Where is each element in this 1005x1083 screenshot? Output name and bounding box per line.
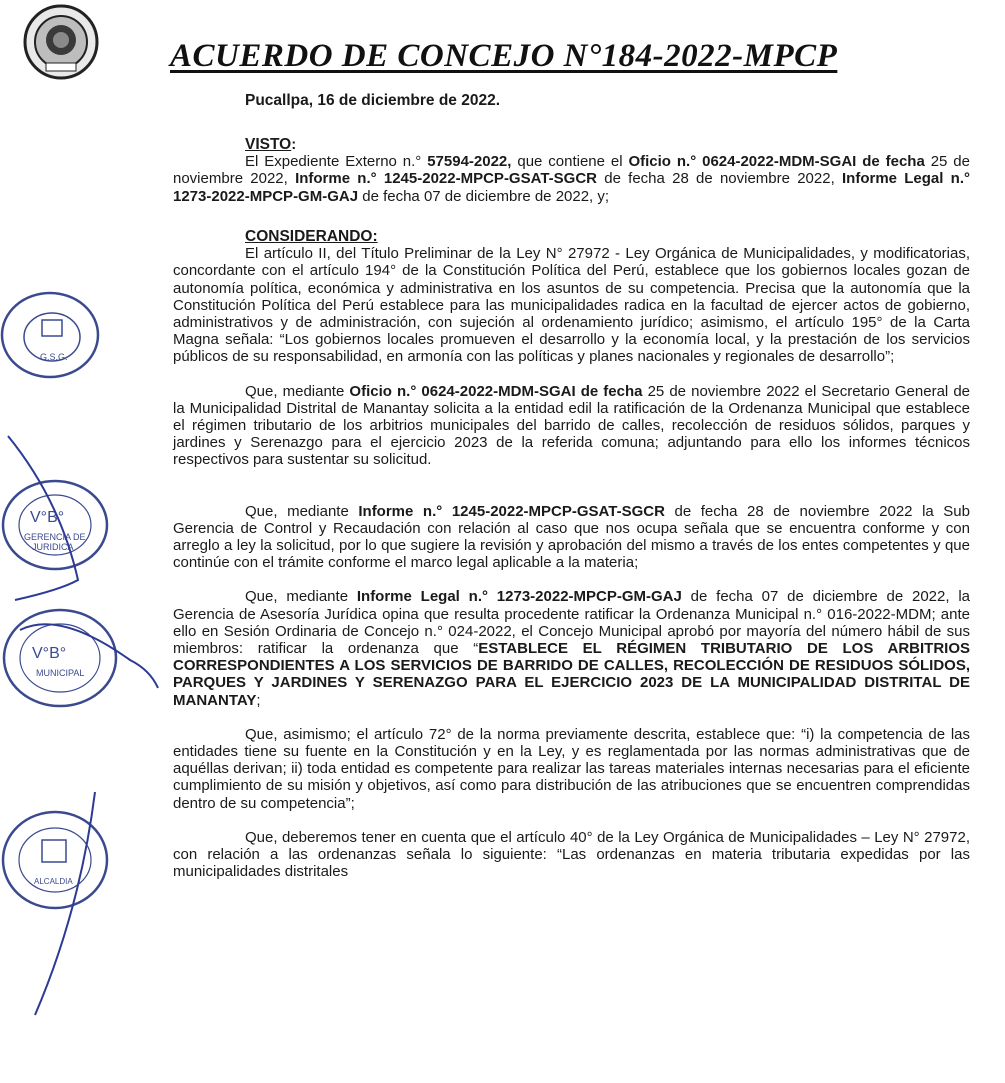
svg-text:JURIDICA: JURIDICA (32, 542, 74, 552)
considerando-paragraph-2: Que, mediante Oficio n.° 0624-2022-MDM-SGAI de fecha 25 de noviembre 2022 el Secretario General de la Municipalidad Distrital de Manantay solicita a la entidad edil la ratificación de la Ordenanza Municipal que establece el régimen tributario de los arbitrios municipales del barrido de calles, recolección de residuos sólidos, parques y jardines y Serenazgo para el ejercicio 2023 de la referida comuna; adjuntando para ello los informes técnicos respectivos para sustentar su solicitud. (173, 382, 971, 469)
considerando-paragraph-1: El artículo II, del Título Preliminar de la Ley N° 27972 - Ley Orgánica de Municipalidades, y modificatorias, concordante con el artículo 194° de la Constitución Política del Perú, establece que los gobiernos locales gozan de autonomía política, económica y administrativa en los asuntos de su competencia. Precisa que la autonomía que la Constitución Política del Perú establece para las municipalidades radica en la facultad de ejercer actos de gobierno, administrativos y de administración, con sujeción al ordenamiento jurídico; asimismo, el artículo 195° de la Carta Magna señala: “Los gobiernos locales promueven el desarrollo y la economía local, y la prestación de los servicios públicos de su responsabilidad, en armonía con las políticas y planes nacionales y regionales de desarrollo”; (173, 245, 970, 366)
svg-text:ALCALDIA: ALCALDIA (34, 877, 73, 886)
date-line: Pucallpa, 16 de diciembre de 2022. (245, 92, 501, 109)
stamp-gerencia-municipal (0, 600, 160, 710)
svg-text:V°B°: V°B° (32, 645, 67, 662)
visto-section: VISTO: El Expediente Externo n.° 57594-2022, que contiene el Oficio n.° 0624-2022-MDM-SGAI de fecha 25 de noviembre 2022, Informe n.° 1245-2022-MPCP-GSAT-SGCR de fecha 28 de noviembre 2022, Informe Legal n.° 1273-2022-MPCP-GM-GAJ de fecha 07 de diciembre de 2022, y; (173, 136, 970, 205)
svg-text:V°B°: V°B° (30, 509, 65, 526)
considerando-paragraph-5: Que, asimismo; el artículo 72° de la norma previamente descrita, establece que: “i) la competencia de las entidades tiene su fuente en la Constitución y en la Ley, y es reglamentada por las normas administrativas que de aquéllas derivan; ii) toda entidad es competente para realizar las tareas materiales internas necesarias para el eficiente cumplimiento de su misión y objetivos, así como para distribución de las atribuciones que se encuentren comprendidas dentro de su competencia”; (173, 725, 970, 812)
considerando-heading: CONSIDERANDO: (245, 228, 378, 245)
document-title: ACUERDO DE CONCEJO N°184-2022-MPCP (170, 38, 838, 74)
considerando-paragraph-6: Que, deberemos tener en cuenta que el artículo 40° de la Ley Orgánica de Municipalidades – Ley N° 27972, con relación a las ordenanzas señala lo siguiente: “Las ordenanzas en materia tributaria expedidas por las municipalidades distritales (173, 828, 970, 881)
municipal-logo (22, 2, 100, 82)
considerando-paragraph-3: Que, mediante Informe n.° 1245-2022-MPCP-GSAT-SGCR de fecha 28 de noviembre 2022 la Sub Gerencia de Control y Recaudación con relación al caso que nos ocupa señala que se encuentra conforme y con arreglo a ley la solicitud, por lo que sugiere la revisión y aprobación del mismo a través de los entes competentes y que continúe con el trámite conforme el marco legal aplicable a la materia; (173, 502, 970, 572)
svg-text:G.S.G.: G.S.G. (40, 352, 68, 362)
stamp-alcaldia (0, 790, 110, 1020)
stamp-asesoria-juridica (0, 430, 110, 610)
svg-text:GERENCIA DE: GERENCIA DE (24, 532, 86, 542)
visto-paragraph: El Expediente Externo n.° 57594-2022, que contiene el Oficio n.° 0624-2022-MDM-SGAI de fecha 25 de noviembre 2022, Informe n.° 1245-2022-MPCP-GSAT-SGCR de fecha 28 de noviembre 2022, Informe Legal n.° 1273-2022-MPCP-GM-GAJ de fecha 07 de diciembre de 2022, y; (173, 153, 970, 205)
stamp-secretaria-general (0, 290, 100, 380)
considerando-paragraph-4: Que, mediante Informe Legal n.° 1273-2022-MPCP-GM-GAJ de fecha 07 de diciembre de 2022, la Gerencia de Asesoría Jurídica opina que resulta procedente ratificar la Ordenanza Municipal n.° 016-2022-MDM; ante ello en Sesión Ordinaria de Concejo n.° 024-2022, el Concejo Municipal aprobó por mayoría del número hábil de sus miembros: ratificar la ordenanza que “ESTABLECE EL RÉGIMEN TRIBUTARIO DE LOS ARBITRIOS CORRESPONDIENTES A LOS SERVICIOS DE BARRIDO DE CALLES, RECOLECCIÓN DE RESIDUOS SÓLIDOS, PARQUES Y JARDINES Y SERENAZGO PARA EL EJERCICIO 2023 DE LA MUNICIPALIDAD DISTRITAL DE MANANTAY; (173, 588, 971, 709)
svg-text:MUNICIPAL: MUNICIPAL (36, 668, 85, 678)
visto-heading: VISTO (245, 136, 292, 153)
considerando-section (173, 228, 970, 881)
